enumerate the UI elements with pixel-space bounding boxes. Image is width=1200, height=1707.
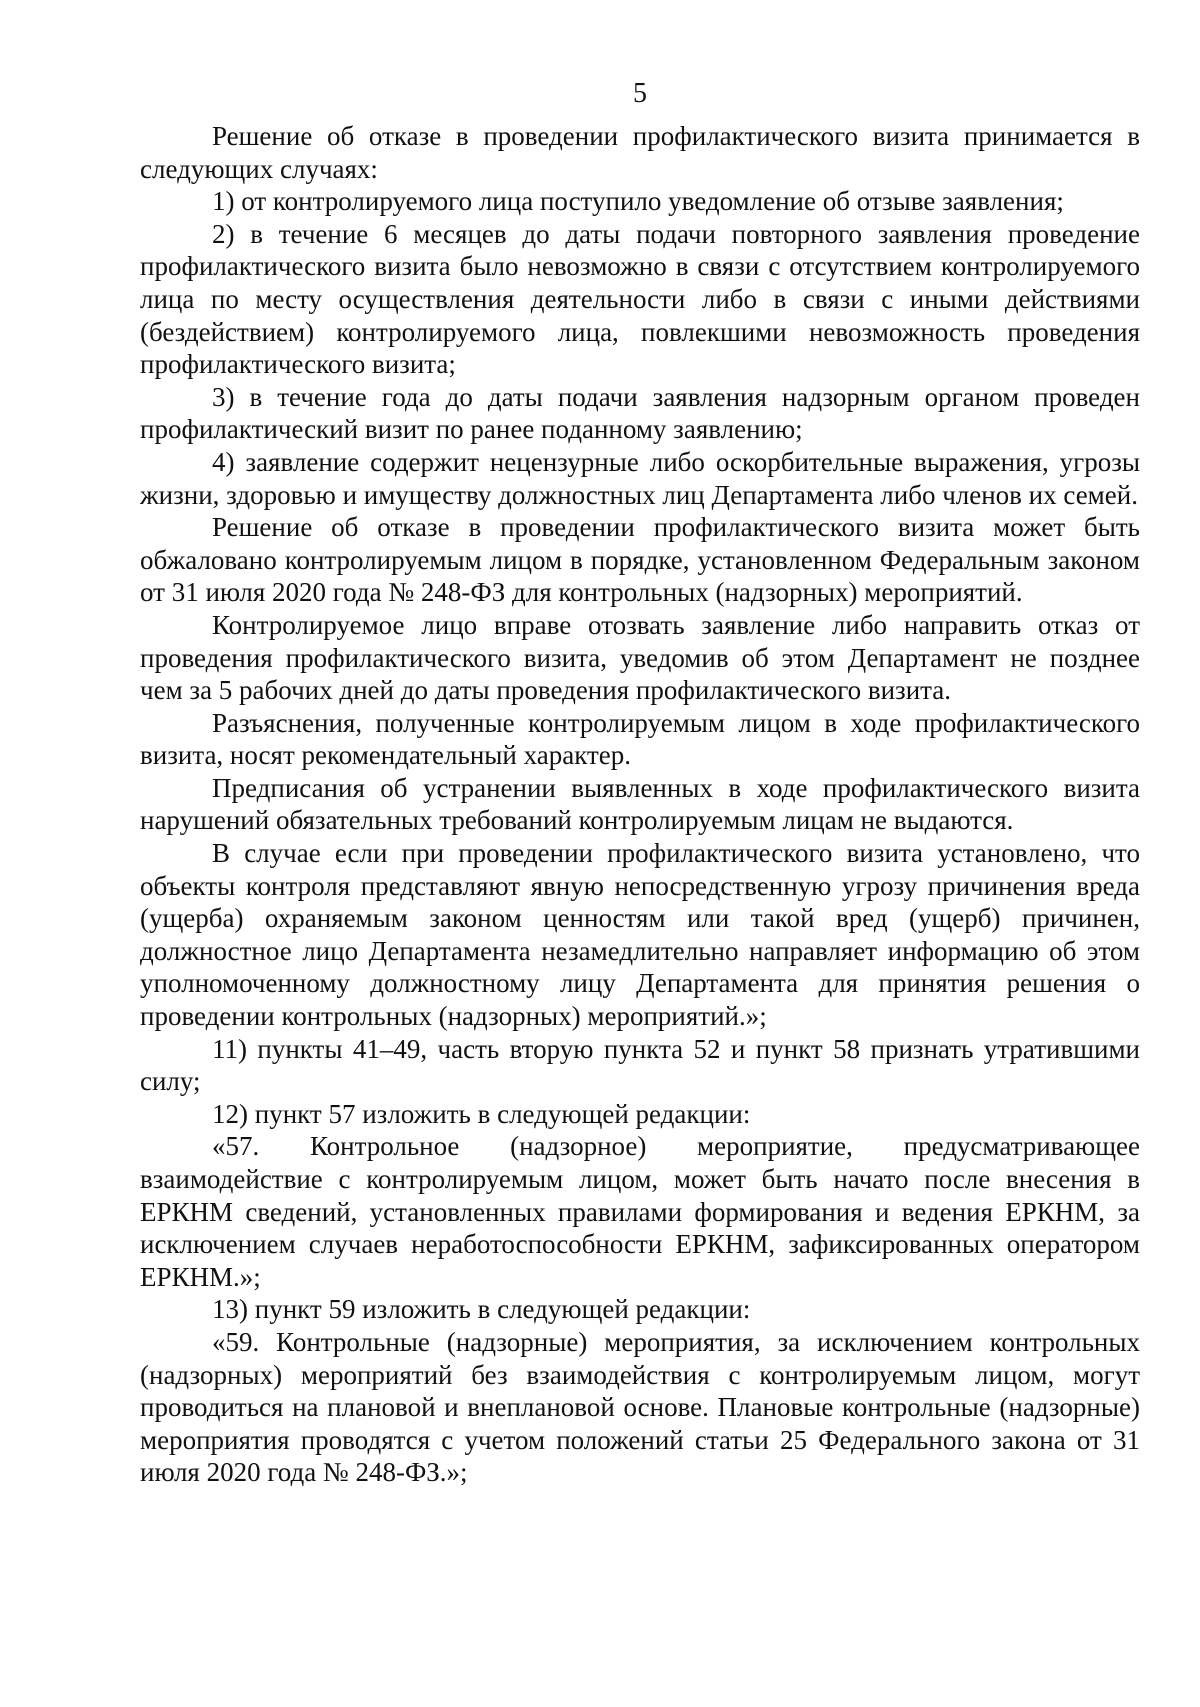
- paragraph-item-11: 11) пункты 41–49, часть вторую пункта 52 и пункт 58 признать утратившими силу;: [140, 1033, 1140, 1097]
- paragraph-threat-case: В случае если при проведении профилактического визита установлено, что объекты контроля представляют явную непосредственную угрозу причинения вреда (ущерба) охраняемым законом ценностям или такой вред (ущерб) причинен, должностное лицо Департамента незамедлительно направляет информацию об этом уполномоченному должностному лицу Департамента для принятия решения о проведении контрольных (надзорных) мероприятий.»;: [140, 838, 1140, 1032]
- document-body: [140, 120, 1140, 1489]
- paragraph-case-1: 1) от контролируемого лица поступило уведомление об отзыве заявления;: [212, 186, 1064, 217]
- paragraph-case-2: 2) в течение 6 месяцев до даты подачи повторного заявления проведение профилактического визита было невозможно в связи с отсутствием контролируемого лица по месту осуществления деятельности либо в связи с иными действиями (бездействием) контролируемого лица, повлекшими невозможность проведения профилактического визита;: [140, 218, 1140, 380]
- paragraph-appeal: Решение об отказе в проведении профилактического визита может быть обжаловано контролируемым лицом в порядке, установленном Федеральным законом от 31 июля 2020 года № 248-ФЗ для контрольных (надзорных) мероприятий.: [140, 512, 1140, 608]
- paragraph-clause-57: «57. Контрольное (надзорное) мероприятие, предусматривающее взаимодействие с контролируемым лицом, может быть начато после внесения в ЕРКНМ сведений, установленных правилами формирования и ведения ЕРКНМ, за исключением случаев неработоспособности ЕРКНМ, зафиксированных оператором ЕРКНМ.»;: [140, 1131, 1140, 1292]
- paragraph-withdrawal: Контролируемое лицо вправе отозвать заявление либо направить отказ от проведения профилактического визита, уведомив об этом Департамент не позднее чем за 5 рабочих дней до даты проведения профилактического визита.: [140, 609, 1140, 706]
- page-number: 5: [633, 78, 647, 109]
- paragraph-prescriptions: Предписания об устранении выявленных в ходе профилактического визита нарушений обязательных требований контролируемым лицам не выдаются.: [140, 772, 1140, 836]
- paragraph-item-12: 12) пункт 57 изложить в следующей редакции:: [212, 1098, 751, 1129]
- paragraph-refusal-intro: Решение об отказе в проведении профилактического визита принимается в следующих случаях:: [140, 121, 1140, 184]
- paragraph-clause-59: «59. Контрольные (надзорные) мероприятия, за исключением контрольных (надзорных) мероприятий без взаимодействия с контролируемым лицом, могут проводиться на плановой и внеплановой основе. Плановые контрольные (надзорные) мероприятия проводятся с учетом положений статьи 25 Федерального закона от 31 июля 2020 года № 248-ФЗ.»;: [140, 1326, 1140, 1488]
- paragraph-case-4: 4) заявление содержит нецензурные либо оскорбительные выражения, угрозы жизни, здоровью и имуществу должностных лиц Департамента либо членов их семей.: [140, 446, 1140, 510]
- paragraph-explanations: Разъяснения, полученные контролируемым лицом в ходе профилактического визита, носят рекомендательный характер.: [140, 707, 1140, 771]
- paragraph-case-3: 3) в течение года до даты подачи заявления надзорным органом проведен профилактический визит по ранее поданному заявлению;: [140, 381, 1140, 445]
- paragraph-item-13: 13) пункт 59 изложить в следующей редакции:: [212, 1294, 751, 1325]
